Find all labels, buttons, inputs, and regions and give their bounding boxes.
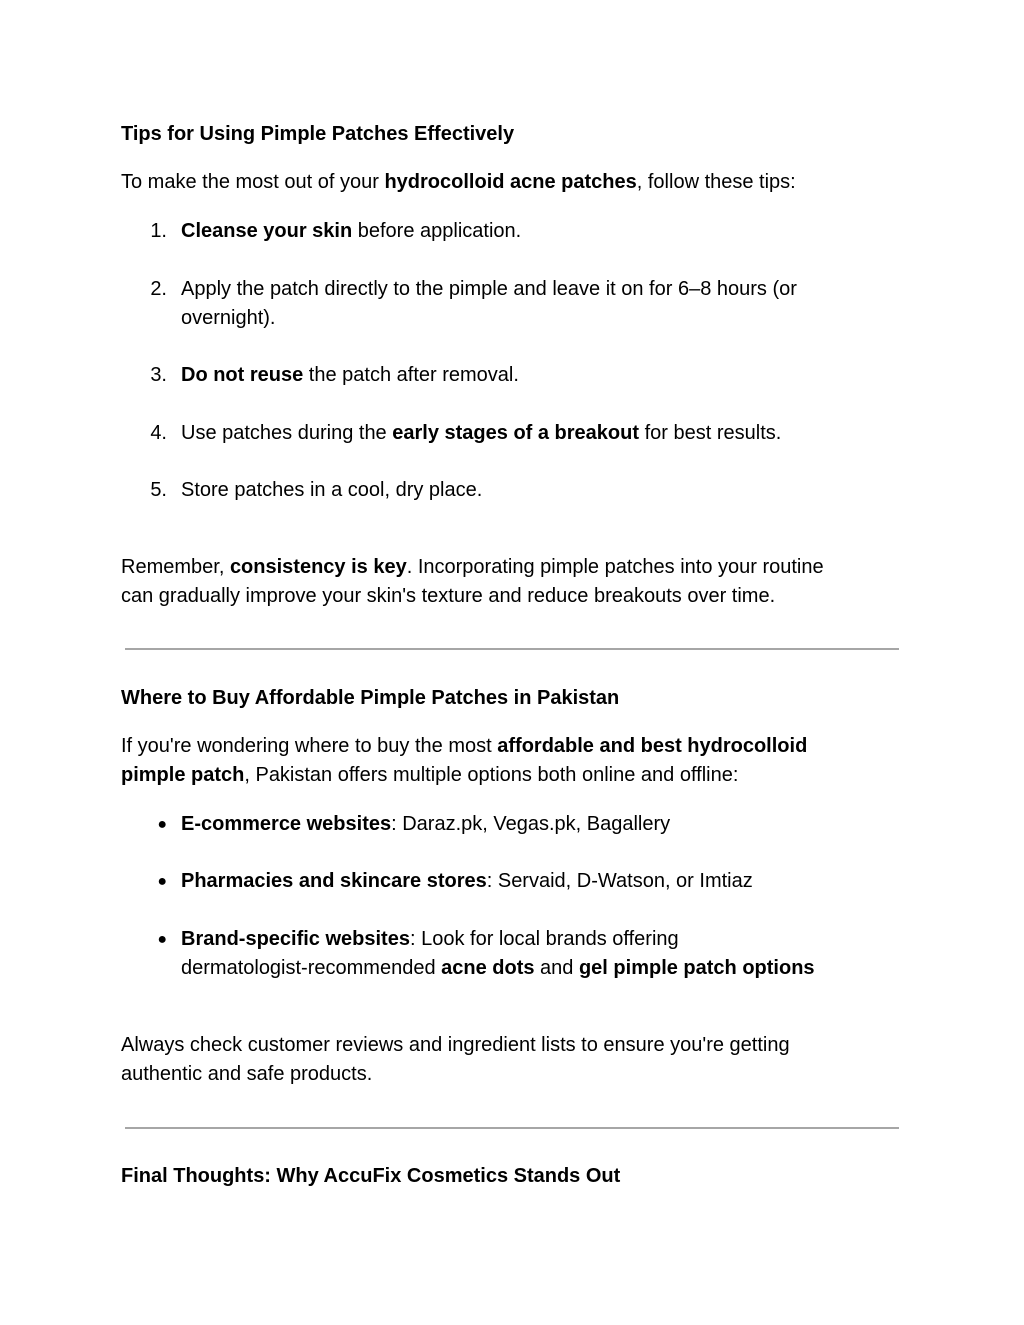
section-heading-tips: Tips for Using Pimple Patches Effectively bbox=[121, 123, 515, 145]
buy-closing-paragraph: Always check customer reviews and ingredient lists to ensure you're getting authentic and safe products. bbox=[121, 1034, 790, 1085]
list-item: Apply the patch directly to the pimple and leave it on for 6–8 hours (or overnight). bbox=[181, 278, 797, 329]
bullet-icon: ● bbox=[157, 816, 167, 833]
bullet-icon: ● bbox=[157, 931, 167, 948]
tips-intro-paragraph: To make the most out of your hydrocolloid acne patches, follow these tips: bbox=[121, 171, 796, 193]
list-number: 4. bbox=[150, 422, 167, 444]
list-number: 2. bbox=[150, 278, 167, 300]
buy-intro-paragraph: If you're wondering where to buy the most affordable and best hydrocolloid pimple patch, Pakistan offers multiple options both online and offline: bbox=[121, 735, 808, 786]
list-item: E-commerce websites: Daraz.pk, Vegas.pk, Bagallery bbox=[181, 813, 671, 835]
horizontal-divider bbox=[125, 648, 899, 650]
list-item: Do not reuse the patch after removal. bbox=[181, 364, 519, 386]
list-item: Cleanse your skin before application. bbox=[181, 220, 522, 242]
section-heading-final-thoughts: Final Thoughts: Why AccuFix Cosmetics Stands Out bbox=[121, 1165, 621, 1187]
horizontal-divider bbox=[125, 1127, 899, 1129]
list-number: 5. bbox=[150, 479, 167, 501]
list-item: Brand-specific websites: Look for local brands offering dermatologist-recommended acne dots and gel pimple patch options bbox=[181, 928, 815, 979]
list-item: Pharmacies and skincare stores: Servaid, D-Watson, or Imtiaz bbox=[181, 870, 753, 892]
tips-closing-paragraph: Remember, consistency is key. Incorporating pimple patches into your routine can gradually improve your skin's texture and reduce breakouts over time. bbox=[121, 556, 824, 607]
list-item: Store patches in a cool, dry place. bbox=[181, 479, 483, 501]
list-number: 1. bbox=[150, 220, 167, 242]
list-item: Use patches during the early stages of a breakout for best results. bbox=[181, 422, 782, 444]
bullet-icon: ● bbox=[157, 873, 167, 890]
section-heading-where-to-buy: Where to Buy Affordable Pimple Patches in Pakistan bbox=[121, 687, 620, 709]
list-number: 3. bbox=[150, 364, 167, 386]
